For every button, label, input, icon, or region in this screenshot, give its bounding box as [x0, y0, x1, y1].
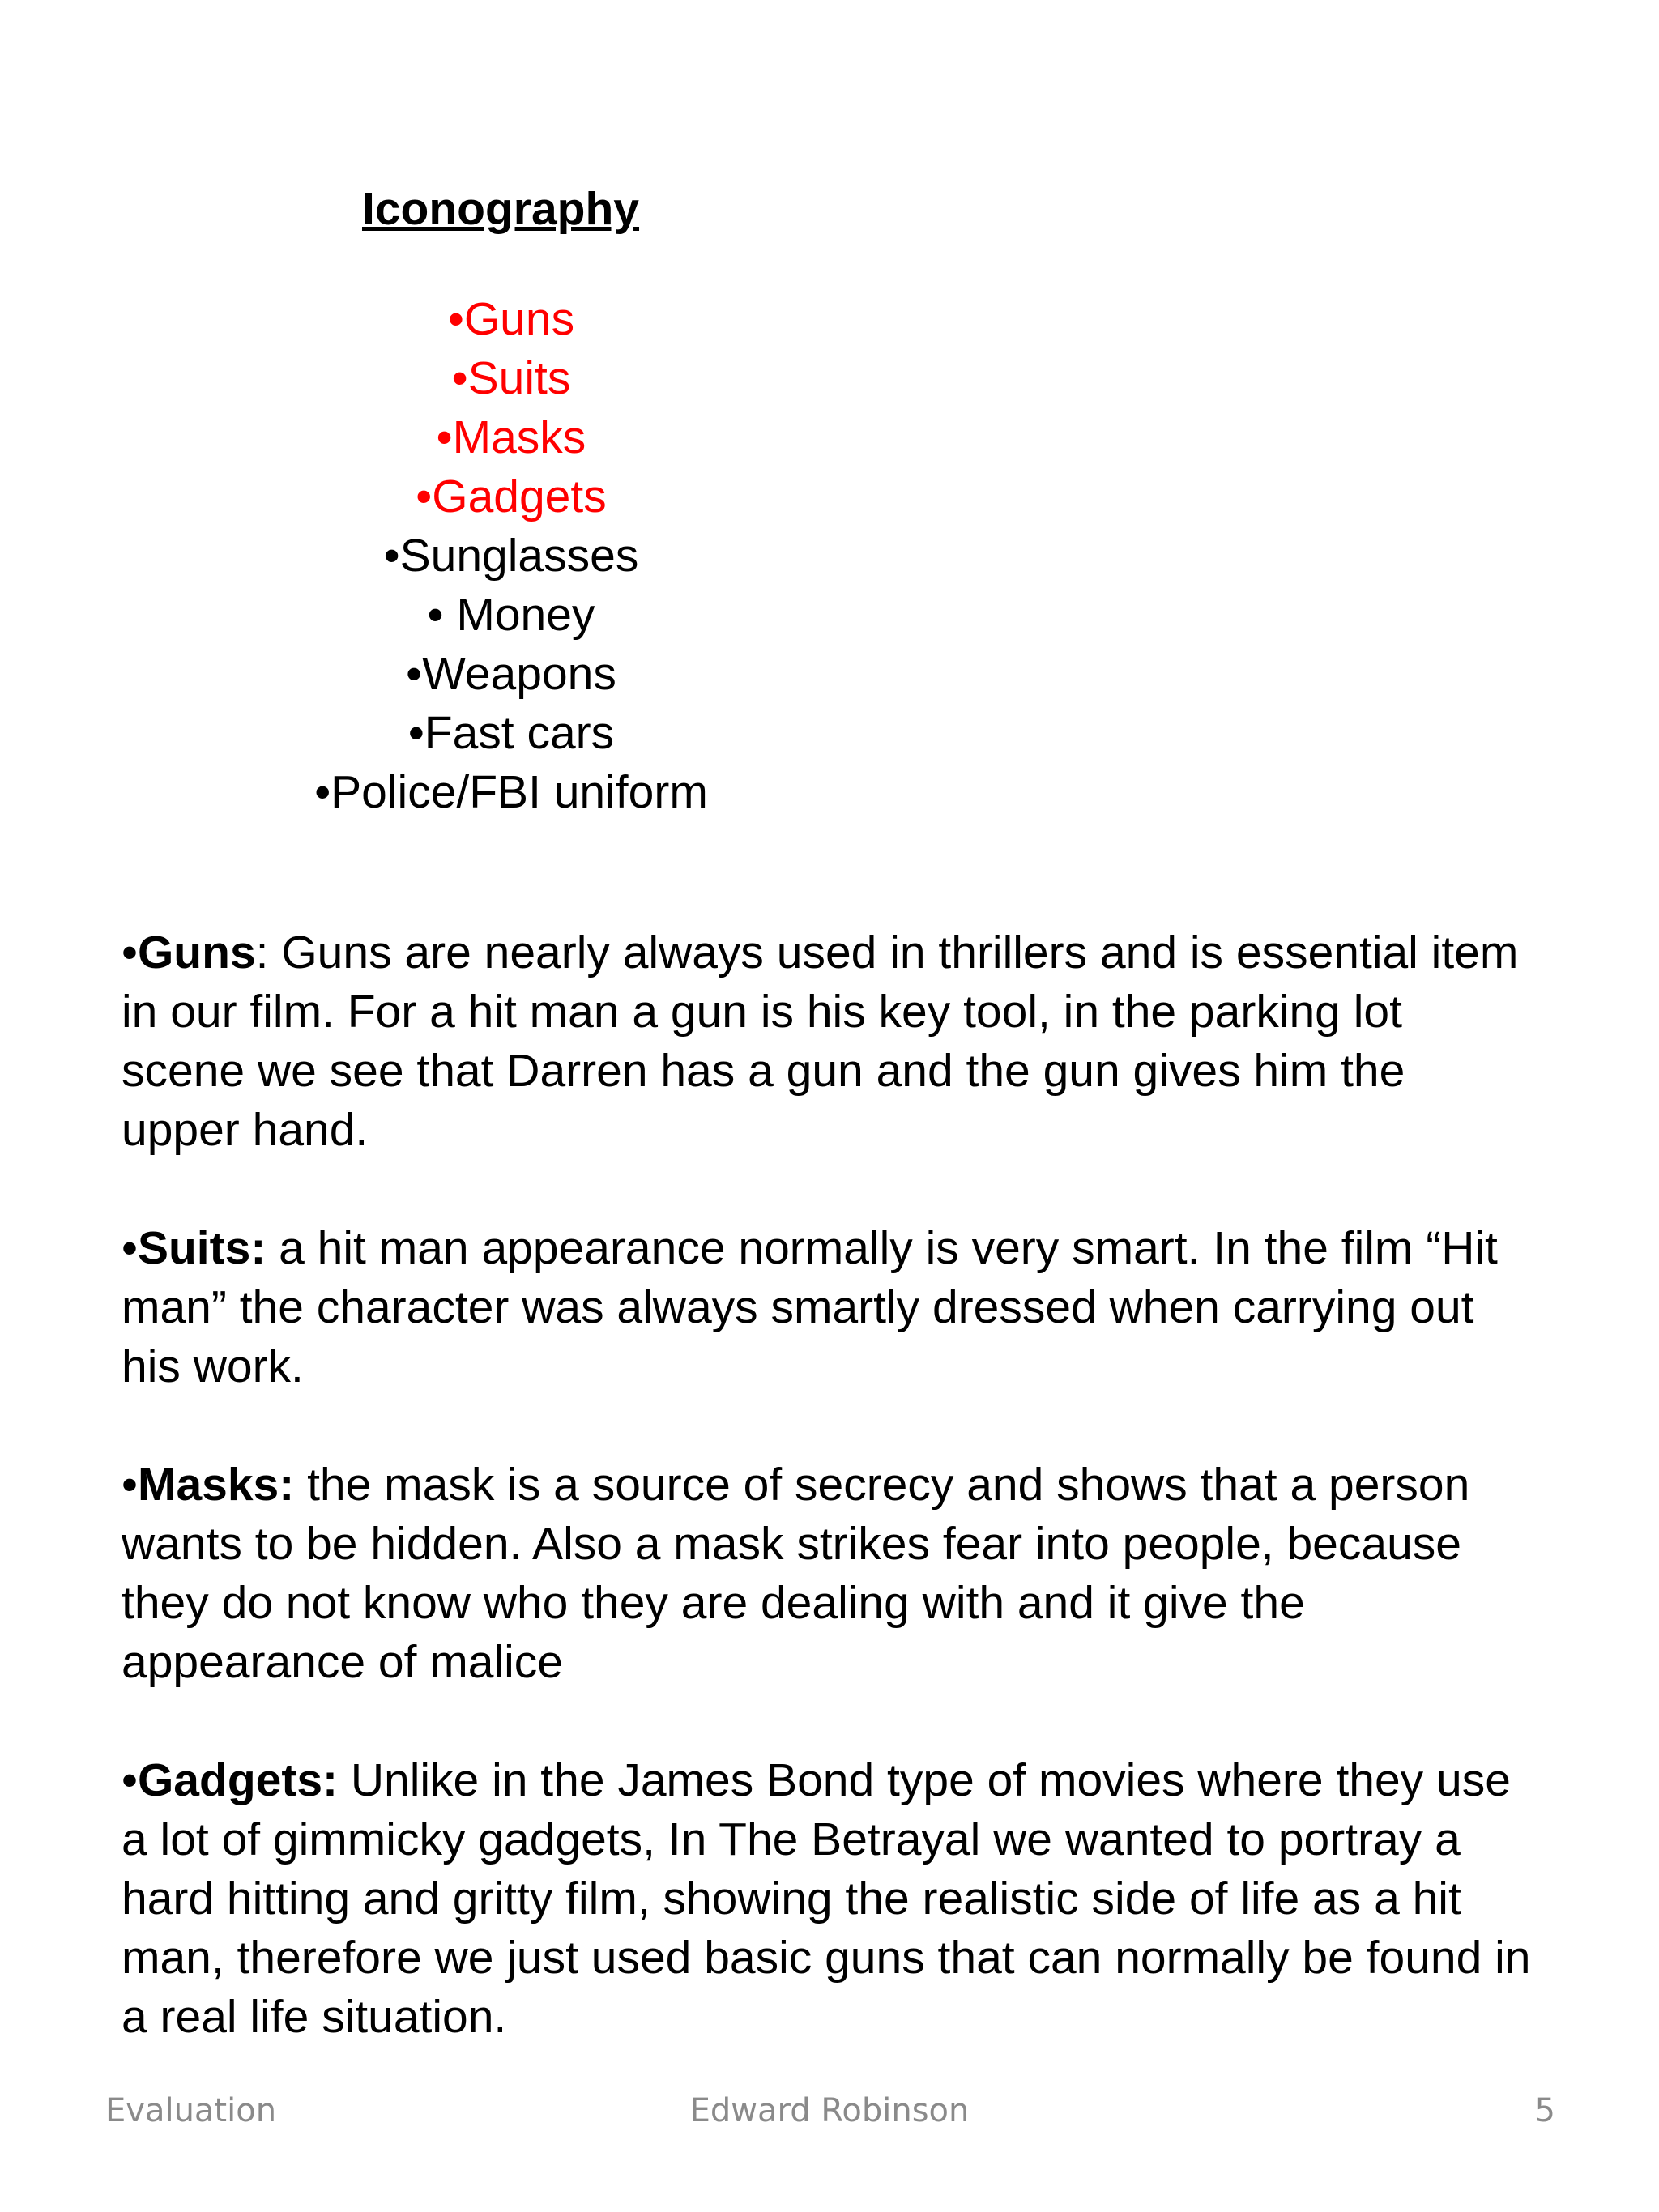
bullet: •	[122, 1222, 138, 1274]
iconography-list	[203, 290, 820, 822]
paragraph-gadgets	[122, 1751, 1531, 2047]
term-guns: Guns	[137, 927, 256, 978]
bullet: •	[122, 1459, 138, 1511]
paragraph-text: a hit man appearance normally is very smart. In the film “Hit man” the character was always smartly dressed when carrying out his work.	[122, 1222, 1498, 1392]
page-number: 5	[1534, 2092, 1555, 2129]
iconography-section	[203, 177, 820, 822]
term-masks: Masks:	[137, 1459, 295, 1511]
list-item: •Guns	[447, 293, 575, 345]
list-item: •Suits	[451, 352, 571, 404]
paragraph-text: the mask is a source of secrecy and shows that a person wants to be hidden. Also a mask strikes fear into people, because they do not know who they are dealing with and it give the appearance of malice	[122, 1459, 1470, 1688]
term-suits: Suits:	[137, 1222, 267, 1274]
list-item: • Money	[427, 589, 595, 641]
description-body	[122, 923, 1531, 2106]
bullet: •	[122, 1754, 138, 1806]
section-heading: Iconography	[361, 183, 640, 235]
list-item: •Gadgets	[416, 471, 607, 522]
bullet: •	[122, 927, 138, 978]
list-item: •Masks	[436, 411, 586, 463]
paragraph-text: Unlike in the James Bond type of movies where they use a lot of gimmicky gadgets, In The Betrayal we wanted to portray a hard hitting and gritty film, showing the realistic side of life as a hit man, therefore we just used basic guns that can normally be found in a real life situation.	[122, 1754, 1531, 2043]
paragraph-text: : Guns are nearly always used in thrillers and is essential item in our film. For a hit man a gun is his key tool, in the parking lot scene we see that Darren has a gun and the gun gives him the upper hand.	[122, 927, 1519, 1156]
footer-label: Evaluation	[105, 2092, 277, 2129]
paragraph-masks	[122, 1455, 1531, 1692]
footer-author: Edward Robinson	[689, 2092, 970, 2129]
list-item: •Sunglasses	[383, 530, 639, 582]
paragraph-suits	[122, 1219, 1531, 1396]
list-item: •Weapons	[406, 648, 616, 700]
list-item: •Police/FBI uniform	[314, 766, 708, 818]
list-item: •Fast cars	[407, 707, 615, 759]
term-gadgets: Gadgets:	[137, 1754, 339, 1806]
paragraph-guns	[122, 923, 1531, 1160]
